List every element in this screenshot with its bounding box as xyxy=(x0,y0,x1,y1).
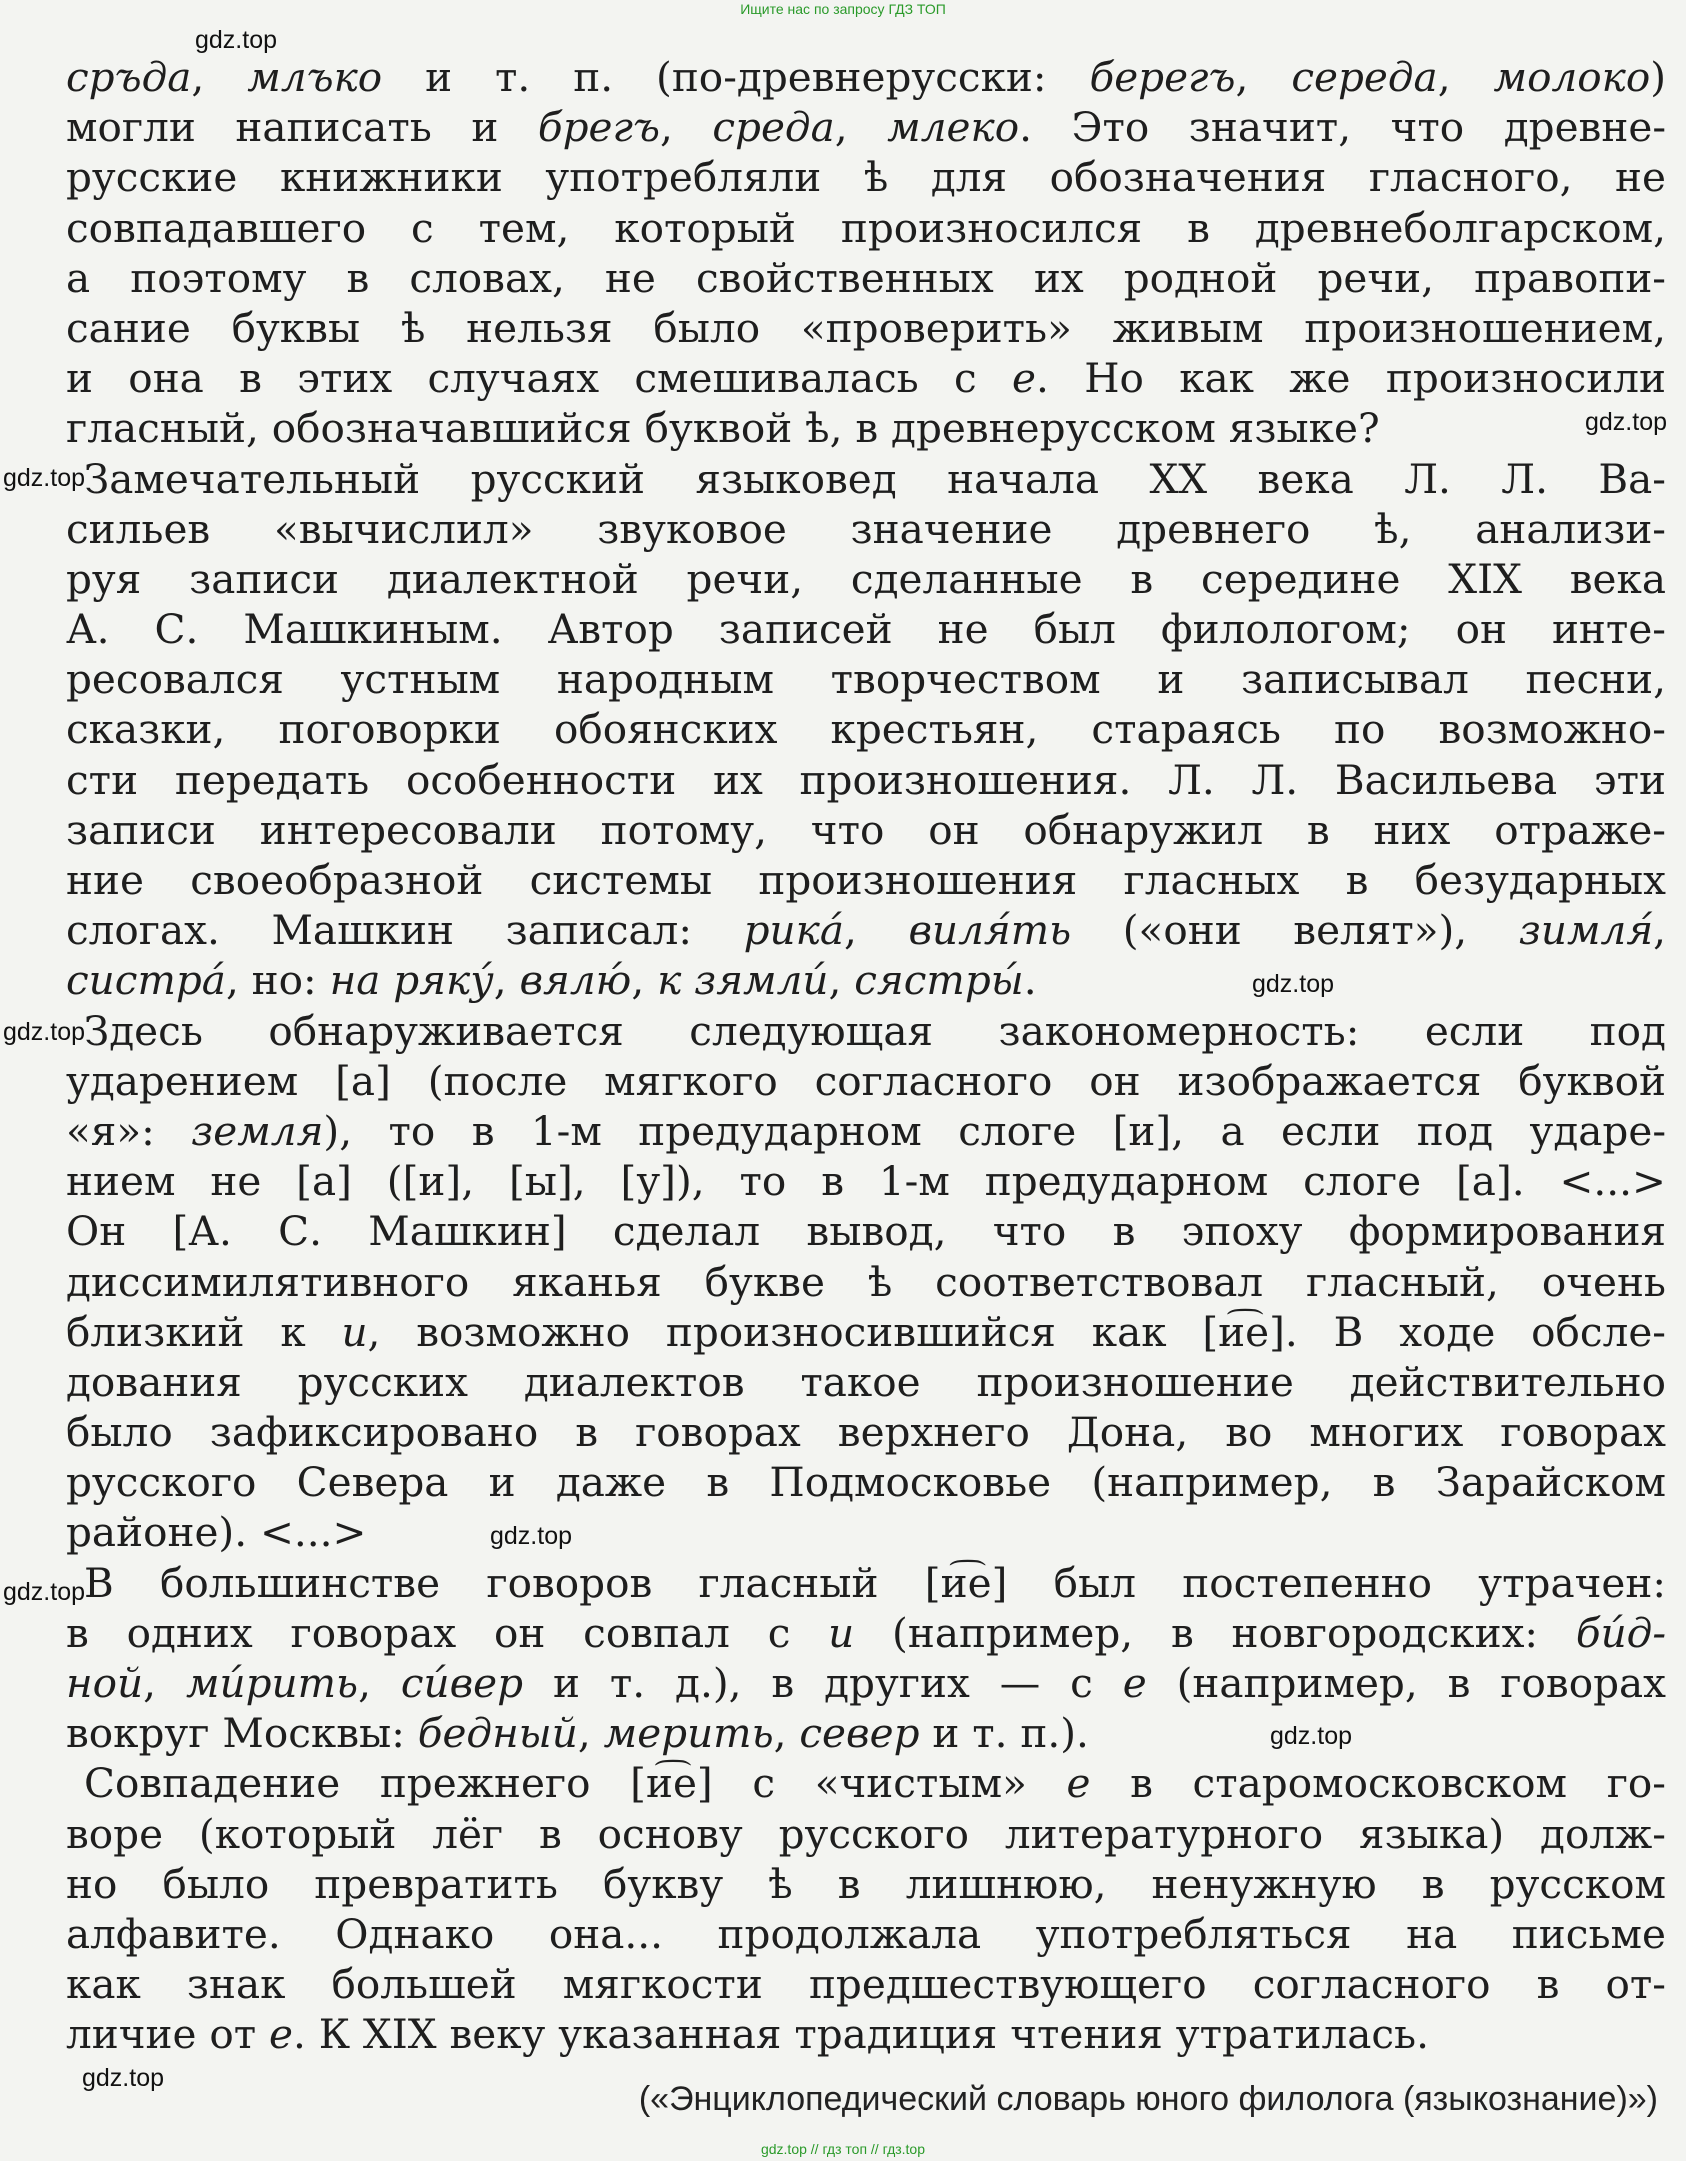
text-run: как знак большей мягкости предшествующего согласного в от- xyxy=(66,1960,1666,2009)
text-run: , xyxy=(577,1709,604,1758)
italic-word: молоко xyxy=(1493,53,1651,101)
text-run: , xyxy=(834,103,888,152)
text-line xyxy=(66,1658,1666,1708)
text-line xyxy=(66,755,1666,805)
text-run: , xyxy=(659,103,713,152)
text-line xyxy=(66,1608,1666,1658)
text-run: , xyxy=(1235,53,1292,101)
text-run: А. С. Машкиным. Автор записей не был филологом; он инте- xyxy=(66,605,1666,654)
text-run: , xyxy=(631,956,658,1005)
text-line xyxy=(66,152,1666,202)
text-run: диссимилятивного яканья букве ѣ соответствовал гласный, очень xyxy=(66,1257,1666,1306)
text-run: ресовался устным народным творчеством и записывал песни, xyxy=(66,655,1666,704)
text-line xyxy=(66,102,1666,152)
italic-word: берегъ xyxy=(1089,53,1236,101)
text-run: , xyxy=(143,1659,186,1707)
footer-note: gdz.top // гдз топ // гдз.top xyxy=(760,2141,926,2157)
text-run: могли написать и xyxy=(66,103,538,152)
text-run: личие от xyxy=(66,2010,269,2059)
text-run: (например, в новгородских: xyxy=(854,1608,1576,1657)
text-run: совпадавшего с тем, который произносился в древнеболгарском, xyxy=(66,203,1666,252)
text-run: Замечательный русский языковед начала XX века Л. Л. Ва- xyxy=(84,454,1666,503)
text-line xyxy=(66,1708,1666,1758)
text-line xyxy=(66,1859,1666,1909)
italic-word: би́д- xyxy=(1575,1608,1666,1657)
text-line xyxy=(66,1006,1666,1056)
text-run: сказки, поговорки обоянских крестьян, стараясь по возможно- xyxy=(66,705,1666,754)
italic-word: ми́рить xyxy=(185,1659,359,1707)
watermark: gdz.top xyxy=(1252,970,1335,998)
text-run: гласный, обозначавшийся буквой ѣ, в древнерусском языке? xyxy=(66,404,1380,453)
text-run: русского Севера и даже в Подмосковье (например, в Зарайском xyxy=(66,1458,1666,1507)
text-line xyxy=(66,1156,1666,1206)
watermark: gdz.top xyxy=(3,1578,86,1606)
text-line xyxy=(66,1106,1666,1156)
text-line xyxy=(66,554,1666,604)
text-line xyxy=(66,303,1666,353)
text-line xyxy=(66,1407,1666,1457)
text-run: в одних говорах он совпал с xyxy=(66,1608,829,1657)
text-run: сти передать особенности их произношения. Л. Л. Васильева эти xyxy=(66,755,1666,804)
text-run: , xyxy=(358,1659,401,1707)
text-line xyxy=(66,654,1666,704)
text-line xyxy=(66,1257,1666,1307)
italic-word: земля xyxy=(191,1106,324,1155)
text-run: слогах. Машкин записал: xyxy=(66,906,744,955)
text-line xyxy=(66,855,1666,905)
text-line xyxy=(66,1758,1666,1808)
italic-word: и xyxy=(828,1608,855,1657)
text-line xyxy=(66,1507,1666,1557)
text-line xyxy=(66,1307,1666,1357)
text-line xyxy=(66,955,1666,1005)
italic-word: млъко xyxy=(247,53,383,101)
watermark: gdz.top xyxy=(195,26,278,54)
italic-word: и xyxy=(341,1307,368,1356)
text-line xyxy=(66,1056,1666,1106)
text-run: было зафиксировано в говорах верхнего Дона, во многих говорах xyxy=(66,1408,1666,1457)
text-line xyxy=(66,403,1666,453)
text-run: , xyxy=(493,956,520,1005)
text-run: (например, в говорах xyxy=(1146,1659,1667,1707)
text-run: («они велят»), xyxy=(1071,906,1519,955)
italic-word: зимля́ xyxy=(1518,906,1654,955)
watermark: gdz.top xyxy=(490,1522,573,1550)
text-run: , xyxy=(773,1709,800,1758)
text-line xyxy=(66,1206,1666,1256)
text-run: «я»: xyxy=(66,1106,192,1155)
text-run: нием не [а] ([и], [ы], [у]), то в 1-м предударном слоге [а]. <...> xyxy=(66,1157,1666,1206)
text-line xyxy=(66,704,1666,754)
text-run: ) xyxy=(1650,53,1667,101)
text-run: алфавите. Однако она... продолжала употребляться на письме xyxy=(66,1909,1666,1958)
text-line xyxy=(66,52,1666,102)
text-line xyxy=(66,905,1666,955)
text-run: а поэтому в словах, не свойственных их родной речи, правопи- xyxy=(66,253,1666,302)
text-line xyxy=(66,2009,1666,2059)
text-run: вокруг Москвы: xyxy=(66,1709,418,1758)
text-run: , xyxy=(828,956,855,1005)
italic-word: середа xyxy=(1291,53,1438,101)
text-run: , xyxy=(843,906,909,955)
italic-word: е xyxy=(269,2010,293,2059)
italic-word: си́вер xyxy=(400,1659,524,1707)
text-run: . xyxy=(1023,956,1037,1005)
text-line xyxy=(66,1357,1666,1407)
text-run: руя записи диалектной речи, сделанные в середине XIX века xyxy=(66,554,1666,603)
text-run: дования русских диалектов такое произношение действительно xyxy=(66,1357,1666,1406)
text-line xyxy=(66,805,1666,855)
italic-word: систра́ xyxy=(66,956,226,1005)
text-line xyxy=(66,604,1666,654)
italic-word: е xyxy=(1066,1759,1091,1808)
text-run: районе). <...> xyxy=(66,1508,367,1557)
header-note: Ищите нас по запросу ГДЗ ТОП xyxy=(740,1,946,17)
text-line xyxy=(66,454,1666,504)
text-run: , но: xyxy=(225,956,330,1005)
text-run: В большинстве говоров гласный [и͡е] был постепенно утрачен: xyxy=(84,1558,1666,1607)
text-run: , xyxy=(1437,53,1494,101)
text-run: . Но как же произносили xyxy=(1036,354,1666,403)
text-run: , возможно произносившийся как [и͡е]. В ходе обсле- xyxy=(367,1307,1666,1356)
text-line xyxy=(66,203,1666,253)
text-run: . К XIX веку указанная традиция чтения утратилась. xyxy=(292,2010,1429,2059)
text-run: ние своеобразной системы произношения гласных в безударных xyxy=(66,856,1666,904)
text-run: воре (который лёг в основу русского литературного языка) долж- xyxy=(66,1809,1666,1858)
text-run: и т. п. (по-древнерусски: xyxy=(382,53,1090,101)
italic-word: е xyxy=(1122,1659,1147,1707)
italic-word: мерить xyxy=(603,1709,774,1758)
text-run: русские книжники употребляли ѣ для обозначения гласного, не xyxy=(66,153,1666,202)
text-run: и т. п.). xyxy=(919,1709,1089,1758)
text-line xyxy=(66,1959,1666,2009)
italic-word: сястры́ xyxy=(854,956,1024,1005)
source-citation: («Энциклопедический словарь юного филолога (языкознание)») xyxy=(638,2080,1658,2118)
text-run: но было превратить букву ѣ в лишнюю, ненужную в русском xyxy=(66,1859,1666,1908)
italic-word: е xyxy=(1012,354,1036,403)
text-run: записи интересовали потому, что он обнаружил в них отраже- xyxy=(66,805,1666,854)
italic-word: север xyxy=(799,1709,920,1758)
text-run: ), то в 1-м предударном слоге [и], а если под ударе- xyxy=(323,1106,1666,1155)
italic-word: бедный xyxy=(417,1709,578,1758)
italic-word: вялю́ xyxy=(519,956,632,1005)
text-run: ударением [а] (после мягкого согласного он изображается буквой xyxy=(66,1056,1666,1105)
article-text xyxy=(66,52,1666,2060)
italic-word: к зямли́ xyxy=(657,956,829,1005)
italic-word: брегъ xyxy=(537,103,660,152)
watermark: gdz.top xyxy=(1585,408,1668,436)
italic-word: рика́ xyxy=(743,906,844,955)
text-run: . Это значит, что древне- xyxy=(1019,103,1667,152)
text-run: близкий к xyxy=(66,1307,342,1356)
text-run: , xyxy=(191,53,248,101)
text-line xyxy=(66,504,1666,554)
watermark: gdz.top xyxy=(1270,1722,1353,1750)
watermark: gdz.top xyxy=(82,2064,165,2092)
text-run: Он [А. С. Машкин] сделал вывод, что в эпоху формирования xyxy=(66,1207,1666,1256)
watermark: gdz.top xyxy=(3,464,86,492)
text-run: Здесь обнаруживается следующая закономерность: если под xyxy=(84,1006,1666,1055)
text-line xyxy=(66,253,1666,303)
italic-word: на ряку́ xyxy=(329,956,494,1005)
italic-word: ной xyxy=(66,1659,144,1707)
italic-word: млеко xyxy=(887,103,1020,152)
text-run: , xyxy=(1653,906,1667,955)
text-line xyxy=(66,1909,1666,1959)
text-run: сильев «вычислил» звуковое значение древнего ѣ, анализи- xyxy=(66,504,1666,553)
italic-word: среда xyxy=(712,103,835,152)
text-line xyxy=(66,1809,1666,1859)
text-line xyxy=(66,1558,1666,1608)
text-run: сание буквы ѣ нельзя было «проверить» живым произношением, xyxy=(66,303,1666,352)
text-line xyxy=(66,1457,1666,1507)
text-run: в старомосковском го- xyxy=(1090,1759,1666,1808)
watermark: gdz.top xyxy=(3,1018,86,1046)
text-run: и т. д.), в других — с xyxy=(523,1659,1123,1707)
text-run: Совпадение прежнего [и͡е] с «чистым» xyxy=(84,1759,1067,1808)
text-line xyxy=(66,353,1666,403)
italic-word: сръда xyxy=(66,53,192,101)
italic-word: виля́ть xyxy=(908,906,1072,955)
text-run: и она в этих случаях смешивалась с xyxy=(66,354,1013,403)
